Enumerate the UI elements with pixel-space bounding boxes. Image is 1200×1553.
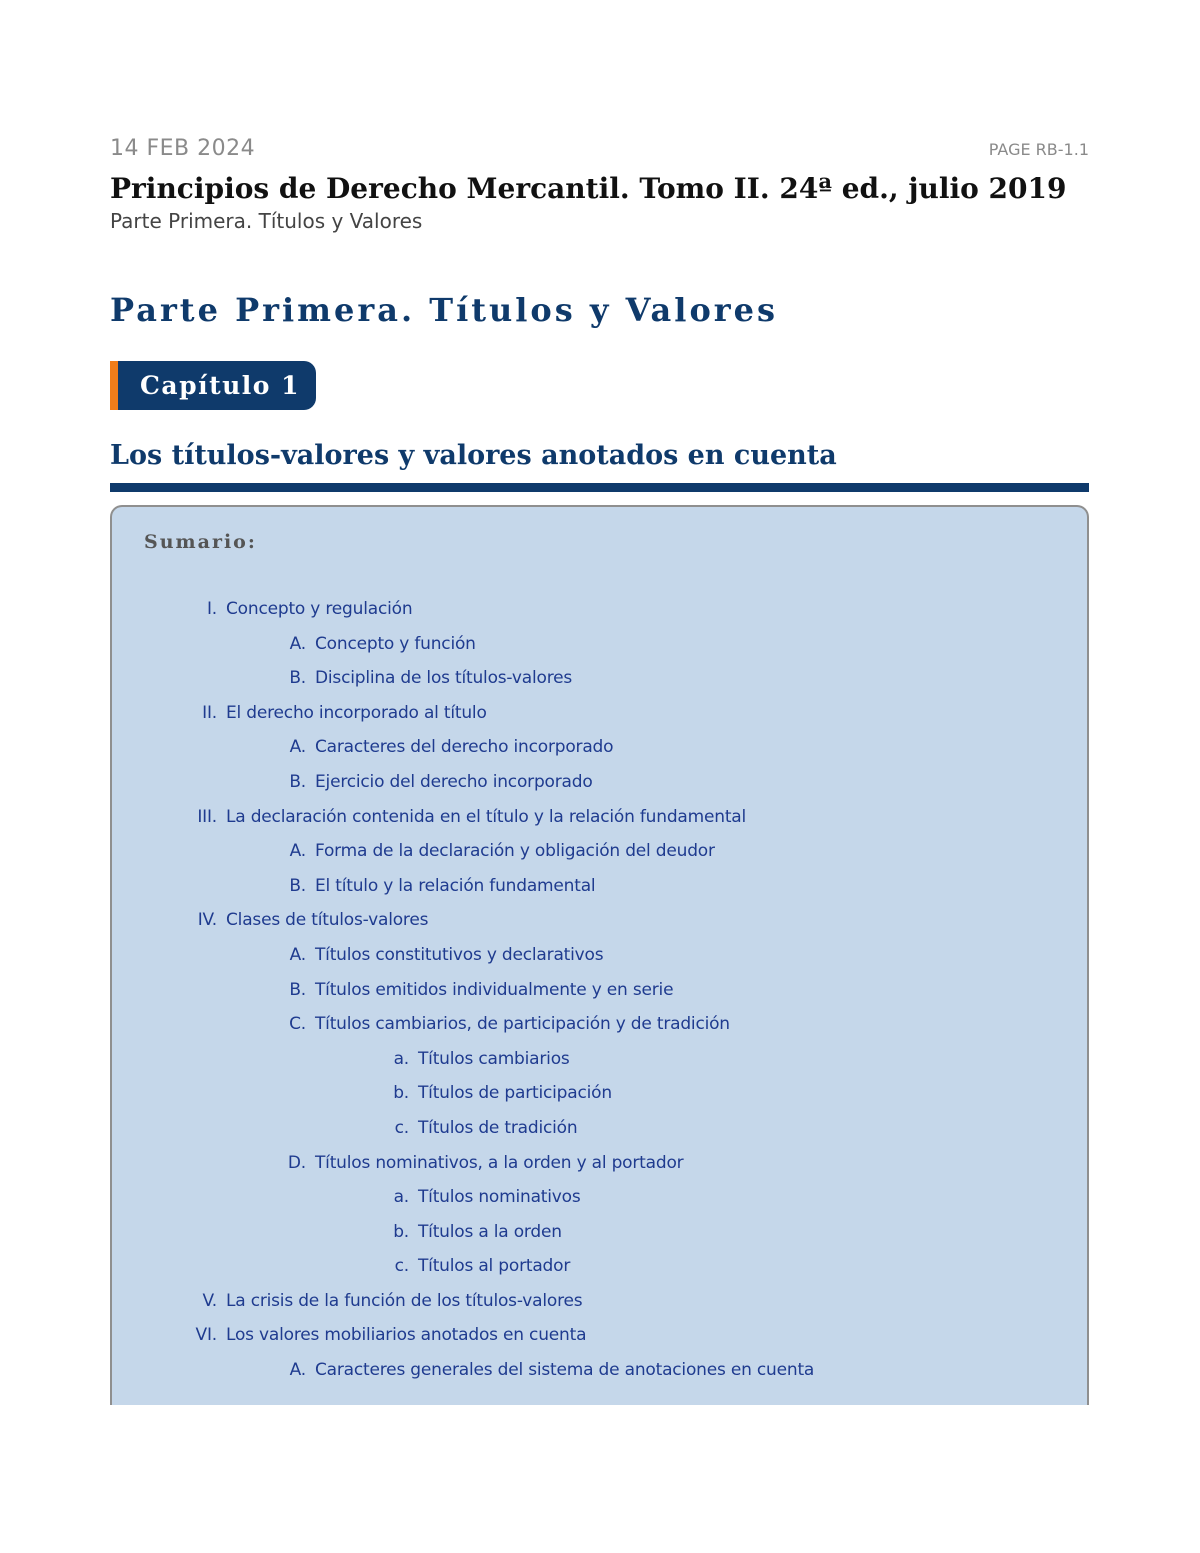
toc-item[interactable] (112, 945, 1087, 980)
toc-item-link[interactable]: El derecho incorporado al título (226, 702, 487, 723)
toc-item[interactable] (112, 1256, 1087, 1291)
toc-item[interactable] (112, 1049, 1087, 1084)
page-header (110, 136, 1089, 166)
toc-item-number: A. (289, 841, 306, 862)
toc-item-number: B. (289, 668, 306, 689)
chapter-title: Los títulos-valores y valores anotados en cuenta (110, 440, 837, 471)
summary-box (110, 505, 1089, 1405)
toc-item-number: A. (289, 944, 306, 965)
toc-item-link[interactable]: Títulos al portador (418, 1256, 571, 1277)
toc-item-link[interactable]: Concepto y función (315, 633, 476, 654)
toc-item-number: A. (289, 737, 306, 758)
toc-item[interactable] (112, 1360, 1087, 1395)
table-of-contents (112, 599, 1087, 1395)
toc-item[interactable] (112, 1325, 1087, 1360)
toc-item[interactable] (112, 772, 1087, 807)
toc-item-link[interactable]: Caracteres generales del sistema de anotaciones en cuenta (315, 1360, 815, 1381)
toc-item-number: a. (393, 1048, 409, 1069)
toc-item-number: B. (289, 771, 306, 792)
toc-item-link[interactable]: La declaración contenida en el título y la relación fundamental (226, 806, 747, 827)
toc-item[interactable] (112, 703, 1087, 738)
toc-item-number: B. (289, 875, 306, 896)
toc-item-link[interactable]: La crisis de la función de los títulos-valores (226, 1290, 583, 1311)
toc-item-number: c. (394, 1117, 409, 1138)
toc-item-link[interactable]: Concepto y regulación (226, 599, 413, 619)
toc-item-link[interactable]: Los valores mobiliarios anotados en cuenta (226, 1325, 587, 1346)
book-subtitle: Parte Primera. Títulos y Valores (110, 209, 423, 233)
summary-label: Sumario: (144, 531, 257, 553)
toc-item[interactable] (112, 1187, 1087, 1222)
toc-item[interactable] (112, 841, 1087, 876)
toc-item-number: VI. (195, 1325, 217, 1346)
toc-item-link[interactable]: Títulos de participación (418, 1083, 612, 1104)
toc-item-number: b. (393, 1083, 409, 1104)
toc-item-number: C. (289, 1014, 306, 1035)
toc-item-link[interactable]: Forma de la declaración y obligación del deudor (315, 841, 715, 862)
toc-item-link[interactable]: Títulos nominativos (418, 1187, 581, 1208)
toc-item[interactable] (112, 634, 1087, 669)
toc-item-link[interactable]: Clases de títulos-valores (226, 910, 429, 931)
toc-item-link[interactable]: Títulos emitidos individualmente y en serie (315, 979, 674, 1000)
toc-item-link[interactable]: Ejercicio del derecho incorporado (315, 771, 593, 792)
toc-item-number: B. (289, 979, 306, 1000)
toc-item-link[interactable]: Títulos nominativos, a la orden y al portador (315, 1152, 684, 1173)
toc-item-link[interactable]: Disciplina de los títulos-valores (315, 668, 573, 689)
toc-item-number: A. (289, 1360, 306, 1381)
document-page (110, 136, 1089, 1405)
toc-item-link[interactable]: El título y la relación fundamental (315, 875, 596, 896)
toc-item[interactable] (112, 1083, 1087, 1118)
toc-item-link[interactable]: Títulos constitutivos y declarativos (315, 944, 604, 965)
toc-item-number: V. (202, 1290, 217, 1311)
toc-item-number: c. (394, 1256, 409, 1277)
toc-item[interactable] (112, 807, 1087, 842)
toc-item[interactable] (112, 668, 1087, 703)
toc-item-number: I. (206, 599, 217, 619)
toc-item[interactable] (112, 910, 1087, 945)
toc-item[interactable] (112, 1118, 1087, 1153)
toc-item[interactable] (112, 599, 1087, 634)
header-page-number: PAGE RB-1.1 (988, 140, 1089, 159)
toc-item-link[interactable]: Caracteres del derecho incorporado (315, 737, 614, 758)
toc-item-link[interactable]: Títulos cambiarios, de participación y de tradición (315, 1014, 730, 1035)
toc-item-number: II. (202, 702, 217, 723)
toc-item-number: a. (393, 1187, 409, 1208)
toc-item[interactable] (112, 737, 1087, 772)
chapter-badge: Capítulo 1 (110, 361, 316, 410)
toc-item-link[interactable]: Títulos a la orden (418, 1221, 562, 1242)
toc-item-number: A. (289, 633, 306, 654)
part-heading: Parte Primera. Títulos y Valores (110, 291, 779, 329)
chapter-divider (110, 483, 1089, 492)
toc-item[interactable] (112, 980, 1087, 1015)
header-date: 14 FEB 2024 (110, 136, 256, 161)
toc-item-number: D. (287, 1152, 306, 1173)
toc-item[interactable] (112, 1222, 1087, 1257)
toc-item-number: b. (393, 1221, 409, 1242)
toc-item-link[interactable]: Títulos de tradición (418, 1117, 578, 1138)
toc-item[interactable] (112, 1153, 1087, 1188)
toc-item[interactable] (112, 876, 1087, 911)
toc-item[interactable] (112, 1291, 1087, 1326)
toc-item-number: III. (197, 806, 217, 827)
toc-item[interactable] (112, 1014, 1087, 1049)
toc-item-link[interactable]: Títulos cambiarios (418, 1048, 570, 1069)
book-title: Principios de Derecho Mercantil. Tomo II. 24ª ed., julio 2019 (110, 172, 1067, 205)
toc-item-number: IV. (197, 910, 217, 931)
